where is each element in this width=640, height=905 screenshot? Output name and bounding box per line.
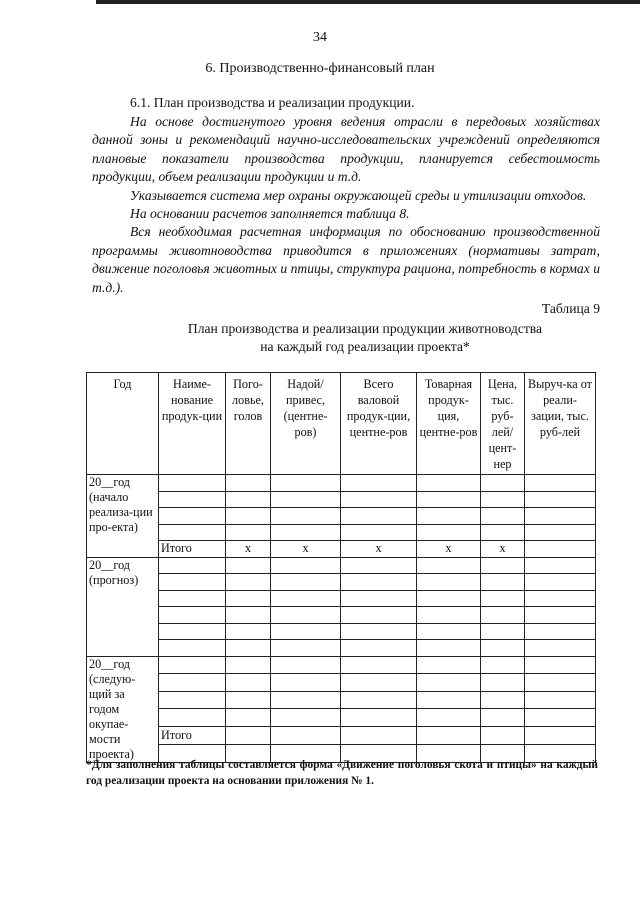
table-label: Таблица 9 <box>541 301 600 316</box>
year-cell: 20__год (следую-щий за годом окупае-мости проекта) <box>87 656 159 762</box>
column-header-yield: Надой/ привес, (центне-ров) <box>271 373 341 475</box>
table-row <box>87 640 596 657</box>
section-title: 6. Производственно-финансовый план <box>205 61 435 76</box>
page-number: 34 <box>313 30 327 45</box>
column-header-product-name: Наиме-нование продук-ции <box>159 373 226 475</box>
column-header-year: Год <box>87 373 159 475</box>
total-label: Итого <box>159 727 226 745</box>
paragraph: Указывается система мер охраны окружающей среды и утилизации отходов. <box>130 187 587 203</box>
table-row <box>87 524 596 541</box>
table-row <box>87 709 596 727</box>
column-header-gross-output: Всего валовой продук-ции, центне-ров <box>341 373 417 475</box>
column-header-revenue: Выруч-ка от реали-зации, тыс. руб-лей <box>525 373 596 475</box>
total-mark: x <box>271 541 341 558</box>
total-row <box>87 727 596 745</box>
paragraph: На основе достигнутого уровня ведения отрасли в передовых хозяйствах данной зоны и рекомендаций научно-исследовательских учреждений определяются плановые показатели производства продукции, планируется себестоимость продукции, объем реализации продукции и т.д. <box>92 114 600 185</box>
total-label: Итого <box>159 541 226 558</box>
paragraph: На основании расчетов заполняется таблица 8. <box>130 206 410 222</box>
table-row <box>87 491 596 508</box>
table-row <box>87 508 596 525</box>
table-row <box>87 475 596 492</box>
table-header-row <box>87 373 596 475</box>
table-row <box>87 574 596 591</box>
table-row <box>87 607 596 624</box>
total-row <box>87 541 596 558</box>
table-row <box>87 590 596 607</box>
year-cell: 20__год (прогноз) <box>87 557 159 656</box>
table-title-line: План производства и реализации продукции животноводства <box>187 321 543 336</box>
body-text <box>92 113 600 297</box>
production-plan-table <box>86 372 596 763</box>
year-cell: 20__год (начало реализа-ции про-екта) <box>87 475 159 558</box>
table-title-line: на каждый год реализации проекта* <box>260 339 470 355</box>
column-header-livestock: Пого-ловье, голов <box>226 373 271 475</box>
subsection-title: 6.1. План производства и реализации продукции. <box>130 95 415 110</box>
total-mark: x <box>481 541 525 558</box>
paragraph: Вся необходимая расчетная информация по обоснованию производственной программы животноводства приводится в приложениях (нормативы затрат, движение поголовья животных и птицы, структура рациона, потребность в кормах и т.д.). <box>92 224 600 295</box>
total-mark: x <box>226 541 271 558</box>
total-mark: x <box>417 541 481 558</box>
column-header-price: Цена, тыс. руб-лей/ цент-нер <box>481 373 525 475</box>
column-header-marketable-output: Товарная продук-ция, центне-ров <box>417 373 481 475</box>
table-row <box>87 656 596 674</box>
table-row <box>87 674 596 692</box>
table-row <box>87 557 596 574</box>
footnote: *Для заполнения таблицы составляется форма «Движение поголовья скота и птицы» на каждый год реализации проекта на основании приложения № 1. <box>86 759 598 787</box>
total-mark: x <box>341 541 417 558</box>
top-border-line <box>96 0 640 4</box>
table-row <box>87 691 596 709</box>
table-title <box>90 320 640 357</box>
table-row <box>87 623 596 640</box>
